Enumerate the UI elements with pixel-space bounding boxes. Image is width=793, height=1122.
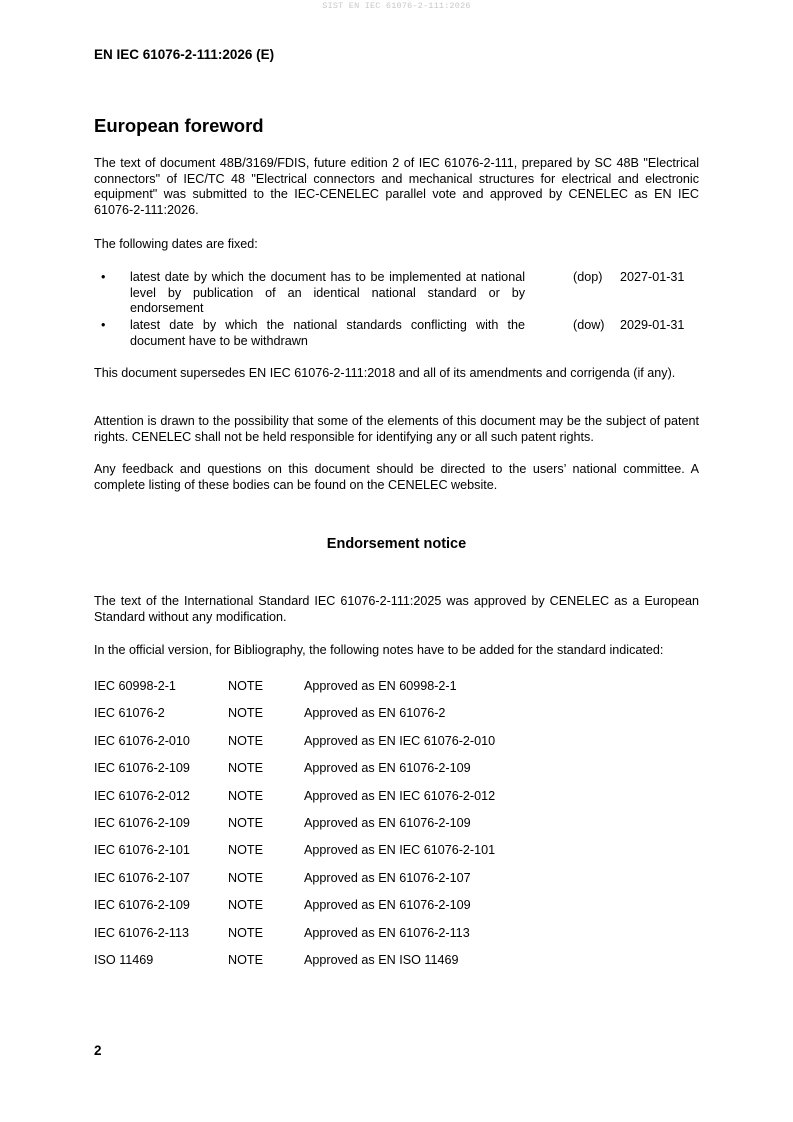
note-label: NOTE [228,898,263,913]
note-label: NOTE [228,843,263,858]
note-label: NOTE [228,815,263,830]
note-reference: IEC 61076-2-109 [94,898,190,913]
note-label: NOTE [228,870,263,885]
note-label: NOTE [228,925,263,940]
note-row [94,926,699,953]
note-row [94,679,699,706]
note-text: Approved as EN IEC 61076-2-010 [304,733,496,748]
date-item-date: 2027-01-31 [620,270,685,284]
note-reference: IEC 61076-2-109 [94,761,190,776]
document-id: EN IEC 61076-2-111:2026 (E) [94,47,275,62]
foreword-paragraph-4: Attention is drawn to the possibility that some of the elements of this document may be the subject of patent rights. CENELEC shall not be held responsible for identifying any or all such patent rights. [94,414,699,444]
foreword-paragraph-1: The text of document 48B/3169/FDIS, future edition 2 of IEC 61076-2-111, prepared by SC 48B "Electrical connectors" of IEC/TC 48 "Electrical connectors and mechanical structures for electrical and electronic equipment" was submitted to the IEC-CENELEC parallel vote and approved by CENELEC as EN IEC 61076-2-111:2026. [94,156,699,217]
note-label: NOTE [228,952,263,967]
note-reference: IEC 61076-2-107 [94,870,190,885]
endorsement-paragraph-2: In the official version, for Bibliography, the following notes have to be added for the standard indicated: [94,643,664,657]
note-text: Approved as EN 60998-2-1 [304,679,457,693]
foreword-paragraph-5: Any feedback and questions on this document should be directed to the users’ national committee. A complete listing of these bodies can be found on the CENELEC website. [94,462,699,492]
note-reference: IEC 61076-2-113 [94,925,189,940]
note-row [94,706,699,733]
note-reference: IEC 61076-2-101 [94,843,190,858]
page-number: 2 [94,1043,102,1058]
foreword-paragraph-2: The following dates are fixed: [94,237,258,251]
european-foreword-title: European foreword [94,115,264,136]
endorsement-notice-title: Endorsement notice [326,536,467,552]
note-label: NOTE [228,761,263,776]
note-text: Approved as EN 61076-2-113 [304,925,470,940]
note-row [94,734,699,761]
note-text: Approved as EN ISO 11469 [304,952,459,967]
endorsement-paragraph-1: The text of the International Standard IEC 61076-2-111:2025 was approved by CENELEC as a European Standard without any modification. [94,594,699,624]
note-reference: ISO 11469 [94,952,154,967]
note-row [94,789,699,816]
date-item-text: latest date by which the national standards conflicting with the document have to be withdrawn [130,318,525,348]
note-reference: IEC 60998-2-1 [94,679,176,693]
note-text: Approved as EN 61076-2-109 [304,898,471,913]
note-row [94,843,699,870]
bibliography-notes-list [94,679,699,980]
note-label: NOTE [228,733,263,748]
note-reference: IEC 61076-2-010 [94,733,190,748]
date-item-text: latest date by which the document has to be implemented at national level by publication of an identical national standard or by endorsement [130,270,525,315]
note-text: Approved as EN 61076-2 [304,706,446,721]
note-text: Approved as EN 61076-2-109 [304,815,471,830]
note-reference: IEC 61076-2-109 [94,815,190,830]
note-text: Approved as EN IEC 61076-2-012 [304,788,496,803]
note-row [94,871,699,898]
note-label: NOTE [228,788,263,803]
note-row [94,898,699,925]
note-text: Approved as EN IEC 61076-2-101 [304,843,496,858]
note-row [94,761,699,788]
date-item-date: 2029-01-31 [620,318,685,332]
note-text: Approved as EN 61076-2-109 [304,761,471,776]
note-reference: IEC 61076-2-012 [94,788,190,803]
note-row [94,953,699,980]
watermark: SIST EN IEC 61076-2-111:2026 [322,1,471,11]
note-label: NOTE [228,679,263,693]
bullet-icon: • [101,270,106,284]
note-row [94,816,699,843]
note-reference: IEC 61076-2 [94,706,165,721]
date-item-code: (dop) [573,270,603,284]
bullet-icon: • [101,318,106,332]
note-text: Approved as EN 61076-2-107 [304,870,471,885]
foreword-paragraph-3: This document supersedes EN IEC 61076-2-111:2018 and all of its amendments and corrigenda (if any). [94,366,676,380]
note-label: NOTE [228,706,263,721]
date-item-code: (dow) [573,318,605,332]
